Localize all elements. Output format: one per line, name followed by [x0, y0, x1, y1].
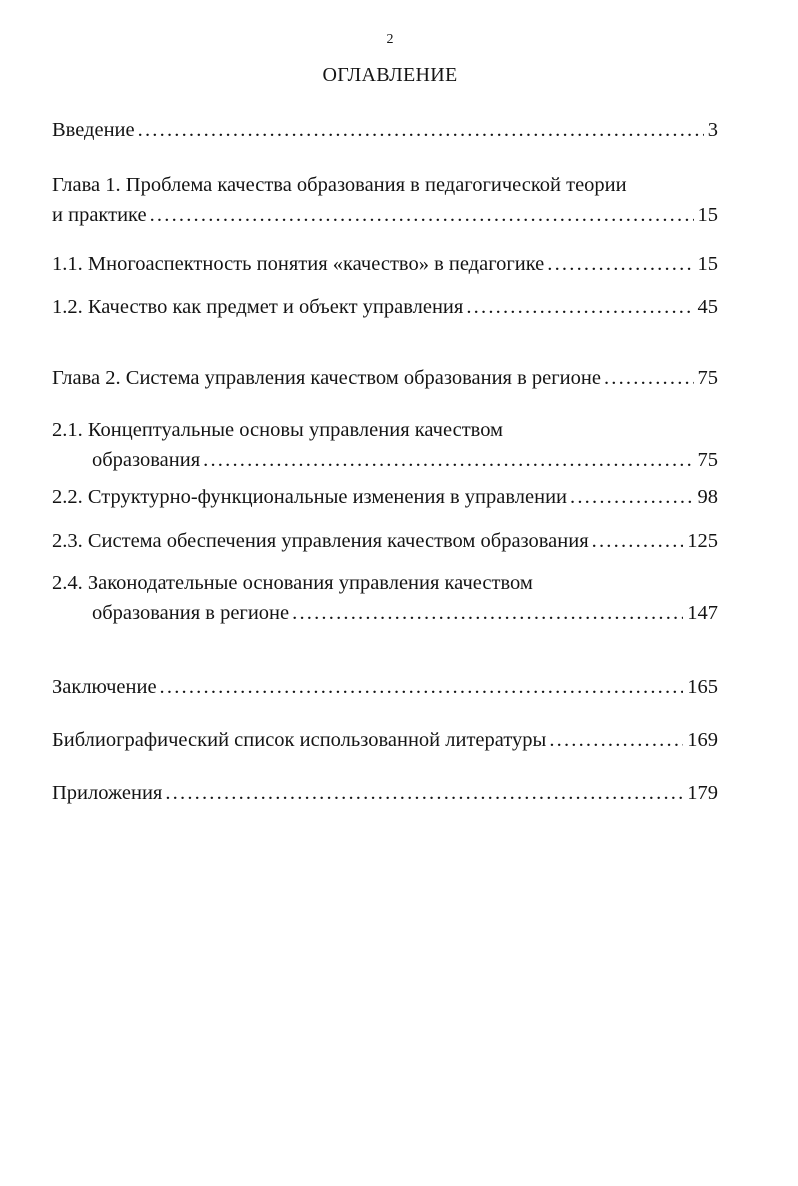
- toc-leader-row: [52, 200, 718, 230]
- toc-leader-dots: [570, 482, 693, 512]
- toc-entry-text: 2.1. Концептуальные основы управления качеством: [52, 419, 504, 441]
- toc-entry-text-continued: образования: [92, 449, 201, 471]
- toc-entry-page: 15: [697, 253, 718, 275]
- toc-leader-row: [52, 672, 718, 702]
- toc-entry-page: 169: [687, 729, 718, 751]
- toc-entry-introduction[interactable]: [52, 115, 718, 145]
- toc-entry-page: 147: [687, 602, 718, 624]
- toc-leader-dots: [549, 725, 683, 755]
- toc-leader-row: [52, 725, 718, 755]
- toc-entry-page: 165: [687, 676, 718, 698]
- toc-entry-section-2-3[interactable]: [52, 526, 718, 556]
- toc-entry-section-2-1[interactable]: [52, 415, 718, 475]
- toc-entry-bibliography[interactable]: [52, 725, 718, 755]
- toc-leader-row: [52, 482, 718, 512]
- toc-entry-text: Глава 1. Проблема качества образования в педагогической теории: [52, 174, 627, 196]
- toc-entry-text: 1.1. Многоаспектность понятия «качество» в педагогике: [52, 253, 545, 275]
- toc-entry-text: 2.2. Структурно-функциональные изменения в управлении: [52, 486, 568, 508]
- toc-entry-section-1-2[interactable]: [52, 292, 718, 322]
- toc-entry-text: Глава 2. Система управления качеством образования в регионе: [52, 367, 601, 389]
- toc-leader-row: [52, 249, 718, 279]
- toc-entry-text-continued: и практике: [52, 204, 147, 226]
- toc-leader-row: [52, 292, 718, 322]
- toc-entry-chapter-2[interactable]: [52, 363, 718, 393]
- toc-leader-dots: [203, 445, 693, 475]
- toc-entry-section-2-4[interactable]: [52, 568, 718, 628]
- toc-entry-text: Приложения: [52, 782, 163, 804]
- toc-entry-appendices[interactable]: [52, 778, 718, 808]
- toc-leader-dots: [592, 526, 684, 556]
- toc-entry-text: 2.3. Система обеспечения управления качеством образования: [52, 530, 589, 552]
- toc-entry-text: 2.4. Законодательные основания управления качеством: [52, 572, 533, 594]
- toc-entry-page: 98: [697, 486, 718, 508]
- toc-leader-dots: [165, 778, 683, 808]
- toc-leader-dots: [292, 598, 683, 628]
- toc-entry-page: 15: [697, 204, 718, 226]
- toc-entry-page: 75: [697, 449, 718, 471]
- toc-entry-text: Библиографический список использованной литературы: [52, 729, 547, 751]
- toc-entry-text: Введение: [52, 119, 135, 141]
- toc-entry-section-1-1[interactable]: [52, 249, 718, 279]
- toc-entry-section-2-2[interactable]: [52, 482, 718, 512]
- toc-entry-conclusion[interactable]: [52, 672, 718, 702]
- toc-entry-page: 3: [707, 119, 718, 141]
- toc-leader-dots: [466, 292, 693, 322]
- toc-leader-dots: [604, 363, 694, 393]
- toc-leader-dots: [138, 115, 704, 145]
- toc-entry-page: 75: [697, 367, 718, 389]
- toc-entry-page: 179: [687, 782, 718, 804]
- toc-entry-page: 45: [697, 296, 718, 318]
- toc-leader-row: [52, 526, 718, 556]
- toc-leader-dots: [160, 672, 684, 702]
- page-number: 2: [386, 32, 394, 47]
- toc-leader-dots: [150, 200, 694, 230]
- toc-entry-text: 1.2. Качество как предмет и объект управления: [52, 296, 464, 318]
- toc-entry-chapter-1[interactable]: [52, 170, 718, 230]
- toc-entry-text: Заключение: [52, 676, 157, 698]
- toc-entry-page: 125: [687, 530, 718, 552]
- toc-leader-row: [52, 778, 718, 808]
- toc-leader-dots: [547, 249, 693, 279]
- toc-leader-row: [52, 115, 718, 145]
- toc-leader-row: [52, 598, 718, 628]
- toc-title: ОГЛАВЛЕНИЕ: [322, 64, 458, 86]
- toc-leader-row: [52, 445, 718, 475]
- toc-leader-row: [52, 363, 718, 393]
- toc-entry-text-continued: образования в регионе: [92, 602, 290, 624]
